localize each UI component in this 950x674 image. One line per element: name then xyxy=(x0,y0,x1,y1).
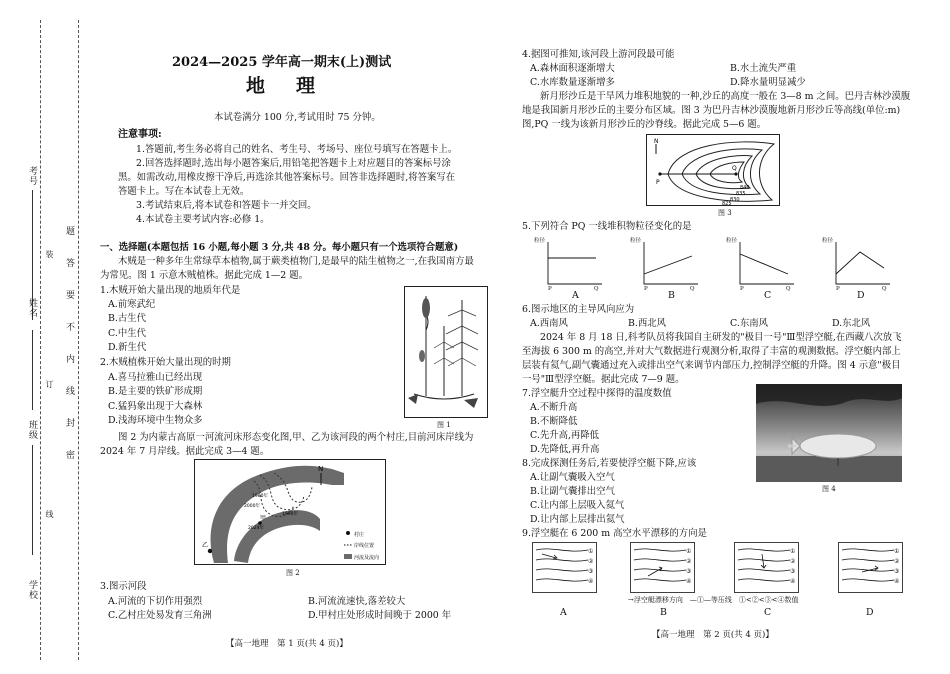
q3-option-b[interactable]: B.河流流速快,落差较大 xyxy=(308,596,406,607)
svg-text:村庄: 村庄 xyxy=(354,532,365,538)
exam-title: 2024—2025 学年高一期末(上)测试 xyxy=(172,55,392,70)
q7-option-b[interactable]: B.不断降低 xyxy=(530,416,578,427)
seal-char: 装 xyxy=(45,250,54,259)
class-field[interactable] xyxy=(20,445,33,555)
school-label: 学校 xyxy=(27,580,37,600)
q5-option-c[interactable]: C xyxy=(764,290,772,301)
svg-text:P: P xyxy=(740,286,744,292)
q3-option-c[interactable]: C.乙村庄处易发育三角洲 xyxy=(108,610,212,621)
q6-option-a[interactable]: A.西南风 xyxy=(530,318,568,329)
svg-text:Q: Q xyxy=(882,286,887,292)
q2-option-b[interactable]: B.是主要的铁矿形成期 xyxy=(108,386,203,397)
figure-1-caption: 图 1 xyxy=(437,421,451,429)
figure-3-dune-contours xyxy=(646,134,780,206)
q9-option-c[interactable]: C xyxy=(764,607,772,618)
intro-34: 图 2 为内蒙古高原一河流河床形态变化图,甲、乙为该河段的两个村庄,目前河床岸线为 xyxy=(118,432,474,443)
svg-text:①: ① xyxy=(790,548,796,555)
score-line: 本试卷满分 100 分,考试用时 75 分钟。 xyxy=(214,112,381,123)
seal-char: 密 xyxy=(64,450,74,460)
section-heading: 一、选择题(本题包括 16 小题,每小题 3 分,共 48 分。每小题只有一个选项符合题意) xyxy=(100,242,459,253)
q5-option-d[interactable]: D xyxy=(857,290,865,301)
binding-line-inner xyxy=(78,20,79,660)
svg-text:乙: 乙 xyxy=(202,542,209,549)
svg-text:③: ③ xyxy=(894,568,900,575)
q5-stem: 5.下列符合 PQ 一线堆积物粒径变化的是 xyxy=(522,221,692,232)
q5-option-a[interactable]: A xyxy=(572,290,579,301)
binding-line-outer xyxy=(40,20,41,660)
notice-item: 黑。如需改动,用橡皮擦干净后,再选涂其他答案标号。回答非选择题时,将答案写在 xyxy=(118,172,456,183)
q9-option-b[interactable]: B xyxy=(660,607,667,618)
svg-text:②: ② xyxy=(790,558,796,565)
figure-4-caption: 图 4 xyxy=(822,485,836,493)
seal-char: 题 xyxy=(64,226,74,236)
notice-heading: 注意事项: xyxy=(118,129,162,140)
svg-text:835: 835 xyxy=(736,191,746,197)
svg-text:①: ① xyxy=(894,548,900,555)
seal-char: 答 xyxy=(64,258,74,268)
svg-text:1980年: 1980年 xyxy=(252,494,268,499)
q8-option-a[interactable]: A.让副气囊吸入空气 xyxy=(530,472,615,483)
q4-option-b[interactable]: B.水土流失严重 xyxy=(730,63,797,74)
figure-2-river-map xyxy=(194,459,386,565)
svg-text:③: ③ xyxy=(686,568,692,575)
footer-right: 【高一地理 第 2 页(共 4 页)】 xyxy=(652,630,774,640)
footer-left: 【高一地理 第 1 页(共 4 页)】 xyxy=(226,639,348,649)
q7-stem: 7.浮空艇升空过程中探得的温度数值 xyxy=(522,388,672,399)
q9-legend: →浮空艇漂移方向 —①—等压线 ①<②<③<④数值 xyxy=(628,596,799,604)
q9-isobar-diagrams xyxy=(532,542,906,594)
figure-4-airship-photo xyxy=(756,384,902,482)
intro-79: 一号"Ⅲ型浮空艇。据此完成 7—9 题。 xyxy=(522,374,685,385)
svg-text:②: ② xyxy=(588,558,594,565)
intro-34: 2024 年 7 月岸线。据此完成 3—4 题。 xyxy=(100,446,270,457)
q1-option-b[interactable]: B.古生代 xyxy=(108,313,146,324)
notice-item: 1.答题前,考生务必将自己的姓名、考生号、考场号、座位号填写在答题卡上。 xyxy=(136,144,458,155)
svg-text:甲: 甲 xyxy=(260,515,267,522)
q6-option-c[interactable]: C.东南风 xyxy=(730,318,768,329)
q2-stem: 2.木贼植株开始大量出现的时期 xyxy=(100,357,231,368)
q3-option-a[interactable]: A.河流的下切作用强烈 xyxy=(108,596,203,607)
q5-option-b[interactable]: B xyxy=(668,290,675,301)
svg-text:N: N xyxy=(654,138,659,145)
q7-option-c[interactable]: C.先升高,再降低 xyxy=(530,430,600,441)
svg-text:河流及流向: 河流及流向 xyxy=(354,555,380,561)
seal-char: 线 xyxy=(45,510,54,519)
svg-text:②: ② xyxy=(686,558,692,565)
q4-stem: 4.据图可推知,该河段上游河段最可能 xyxy=(522,49,675,60)
q2-option-d[interactable]: D.浅海环境中生物众多 xyxy=(108,415,203,426)
q9-stem: 9.浮空艇在 6 200 m 高空水平漂移的方向是 xyxy=(522,528,707,539)
q5-graphs xyxy=(534,234,894,302)
svg-text:Q: Q xyxy=(732,165,737,172)
svg-text:③: ③ xyxy=(588,568,594,575)
svg-text:P: P xyxy=(548,286,552,292)
q2-option-a[interactable]: A.喜马拉雅山已经出现 xyxy=(108,372,203,383)
class-label: 班级 xyxy=(27,420,37,440)
svg-text:①: ① xyxy=(588,548,594,555)
svg-text:④: ④ xyxy=(790,578,796,585)
q6-option-b[interactable]: B.西北风 xyxy=(628,318,666,329)
svg-text:④: ④ xyxy=(686,578,692,585)
notice-item: 3.考试结束后,将本试卷和答题卡一并交回。 xyxy=(136,200,317,211)
svg-text:①: ① xyxy=(686,548,692,555)
intro-79: 层装有氦气,副气囊通过充入或排出空气来调节内部压力,控制浮空艇的升降。图 4 示意"极目 xyxy=(522,360,901,371)
exam-no-label: 考号 xyxy=(27,166,37,186)
svg-text:粒径: 粒径 xyxy=(534,238,546,244)
q1-option-c[interactable]: C.中生代 xyxy=(108,328,146,339)
q2-option-c[interactable]: C.猛犸象出现于大森林 xyxy=(108,401,203,412)
intro-56: 新月形沙丘是干旱风力堆积地貌的一种,沙丘的高度一般在 3—8 m 之间。巴丹吉林沙漠腹 xyxy=(540,91,911,102)
q4-option-a[interactable]: A.森林面积逐渐增大 xyxy=(530,63,615,74)
seal-char: 要 xyxy=(64,290,74,300)
q9-option-a[interactable]: A xyxy=(560,607,567,618)
notice-item: 4.本试卷主要考试内容:必修 1。 xyxy=(136,214,270,225)
svg-text:2024年: 2024年 xyxy=(248,526,264,531)
q3-stem: 3.图示河段 xyxy=(100,581,147,592)
seal-char: 封 xyxy=(64,418,74,428)
svg-text:830: 830 xyxy=(730,197,740,203)
svg-text:粒径: 粒径 xyxy=(630,238,642,244)
intro-79: 2024 年 8 月 18 日,科考队员将我国自主研发的"极目一号"Ⅲ型浮空艇,在西藏八次放飞 xyxy=(540,332,902,343)
q1-stem: 1.木贼开始大量出现的地质年代是 xyxy=(100,285,241,296)
svg-text:Q: Q xyxy=(594,286,599,292)
svg-text:P: P xyxy=(644,286,648,292)
q8-option-b[interactable]: B.让副气囊排出空气 xyxy=(530,486,615,497)
seal-char: 不 xyxy=(64,322,74,332)
figure-3-caption: 图 3 xyxy=(718,209,732,217)
notice-item: 答题卡上。写在本试卷上无效。 xyxy=(118,186,250,197)
intro-text: 木贼是一种多年生常绿草本植物,属于蕨类植物门,是最早的陆生植物之一,在我国南方最 xyxy=(118,256,474,267)
name-label: 姓名 xyxy=(27,298,37,318)
seal-char: 内 xyxy=(64,354,74,364)
q1-option-a[interactable]: A.前寒武纪 xyxy=(108,299,156,310)
q7-option-d[interactable]: D.先降低,再升高 xyxy=(530,444,600,455)
svg-text:粒径: 粒径 xyxy=(822,238,834,244)
intro-56: 地是我国新月形沙丘的主要分布区域。图 3 为巴丹吉林沙漠腹地新月形沙丘等高线(单位:m) xyxy=(522,105,901,116)
name-field[interactable] xyxy=(20,330,33,410)
figure-2-caption: 图 2 xyxy=(286,569,300,577)
svg-text:P: P xyxy=(836,286,840,292)
figure-1-plant xyxy=(404,286,488,418)
svg-text:Q: Q xyxy=(786,286,791,292)
q8-stem: 8.完成探测任务后,若要使浮空艇下降,应该 xyxy=(522,458,697,469)
svg-text:1990年: 1990年 xyxy=(282,512,298,517)
q8-option-d[interactable]: D.让内部上层排出氦气 xyxy=(530,514,625,525)
subject-title: 地 理 xyxy=(246,75,322,97)
svg-text:岸线位置: 岸线位置 xyxy=(354,543,375,549)
svg-text:②: ② xyxy=(894,558,900,565)
svg-text:④: ④ xyxy=(588,578,594,585)
svg-text:840: 840 xyxy=(740,185,750,191)
intro-56: 图,PQ 一线为该新月形沙丘的沙脊线。据此完成 5—6 题。 xyxy=(522,119,767,130)
svg-text:④: ④ xyxy=(894,578,900,585)
svg-text:Q: Q xyxy=(690,286,695,292)
q9-option-d[interactable]: D xyxy=(866,607,874,618)
q8-option-c[interactable]: C.让内部上层吸入氦气 xyxy=(530,500,625,511)
notice-item: 2.回答选择题时,选出每小题答案后,用铅笔把答题卡上对应题目的答案标号涂 xyxy=(136,158,451,169)
q4-option-c[interactable]: C.水库数量逐渐增多 xyxy=(530,77,615,88)
svg-text:粒径: 粒径 xyxy=(726,238,738,244)
north-arrow: N xyxy=(318,465,324,473)
q6-option-d[interactable]: D.东北风 xyxy=(832,318,871,329)
seal-char: 线 xyxy=(64,386,74,396)
seal-char: 订 xyxy=(45,380,54,389)
svg-text:③: ③ xyxy=(790,568,796,575)
svg-text:825: 825 xyxy=(722,201,732,206)
q7-option-a[interactable]: A.不断升高 xyxy=(530,402,578,413)
q3-option-d[interactable]: D.甲村庄处形成时间晚于 2000 年 xyxy=(308,610,452,621)
q4-option-d[interactable]: D.降水量明显减少 xyxy=(730,77,806,88)
intro-79: 至海拔 6 300 m 的高空,并对大气数据进行观测分析,取得了丰富的观测数据。浮空艇内部上 xyxy=(522,346,901,357)
svg-text:P: P xyxy=(656,179,660,186)
q6-stem: 6.图示地区的主导风向应为 xyxy=(522,304,635,315)
intro-text: 为常见。图 1 示意木贼植株。据此完成 1—2 题。 xyxy=(100,270,308,281)
q1-option-d[interactable]: D.新生代 xyxy=(108,342,147,353)
svg-text:2000年: 2000年 xyxy=(244,504,260,509)
